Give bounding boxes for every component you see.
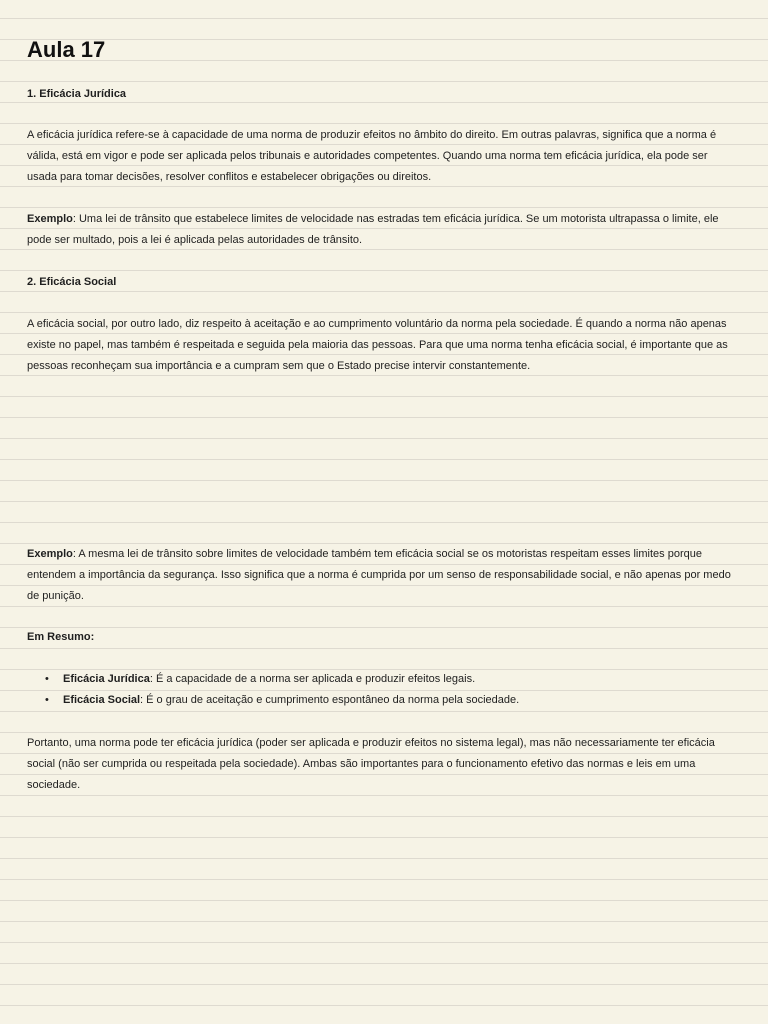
example-text: : A mesma lei de trânsito sobre limites de velocidade também tem eficácia social se os motoristas respeitam esses limites porque entendem a importância da segurança. Isso significa que a norma é cumprida por um senso de responsabilidade social, e não apenas por medo de punição. — [27, 548, 731, 602]
bullet-icon: • — [45, 694, 49, 706]
summary-item-label: Eficácia Social — [63, 694, 141, 706]
summary-heading: Em Resumo: — [27, 631, 95, 643]
summary-item-text: : É o grau de aceitação e cumprimento espontâneo da norma pela sociedade. — [140, 694, 520, 706]
page-title: Aula 17 — [27, 37, 106, 62]
summary-item-text: : É a capacidade de a norma ser aplicada e produzir efeitos legais. — [149, 673, 476, 685]
section-heading-eficacia-juridica: 1. Eficácia Jurídica — [27, 88, 127, 100]
example-eficacia-social — [27, 544, 738, 607]
section-heading-eficacia-social: 2. Eficácia Social — [27, 276, 117, 288]
example-label: Exemplo — [27, 548, 73, 560]
list-item — [27, 669, 738, 690]
bullet-icon: • — [45, 673, 49, 685]
conclusion-paragraph: Portanto, uma norma pode ter eficácia jurídica (poder ser aplicada e produzir efeitos no sistema legal), mas não necessariamente ter eficácia social (não ser cumprida ou respeitada pela sociedade). Ambas são importantes para o funcionamento efetivo das normas e leis em uma sociedade. — [27, 737, 715, 791]
example-text: : Uma lei de trânsito que estabelece limites de velocidade nas estradas tem eficácia jurídica. Se um motorista ultrapassa o limite, ele pode ser multado, pois a lei é aplicada pelas autoridades de trânsito. — [27, 213, 719, 246]
summary-item-label: Eficácia Jurídica — [63, 673, 150, 685]
paragraph-eficacia-social: A eficácia social, por outro lado, diz respeito à aceitação e ao cumprimento voluntário da norma pela sociedade. É quando a norma não apenas existe no papel, mas também é respeitada e seguida pela maioria das pessoas. Para que uma norma tenha eficácia social, é importante que as pessoas reconheçam sua importância e a cumpram sem que o Estado precise intervir constantemente. — [27, 318, 728, 372]
summary-list — [27, 669, 738, 711]
paragraph-eficacia-juridica: A eficácia jurídica refere-se à capacidade de uma norma de produzir efeitos no âmbito do direito. Em outras palavras, significa que a norma é válida, está em vigor e pode ser aplicada pelos tribunais e autoridades competentes. Quando uma norma tem eficácia jurídica, ela pode ser usada para tomar decisões, resolver conflitos e estabelecer obrigações ou direitos. — [27, 129, 717, 183]
example-label: Exemplo — [27, 213, 73, 225]
example-eficacia-juridica — [27, 209, 738, 251]
list-item — [27, 690, 738, 711]
